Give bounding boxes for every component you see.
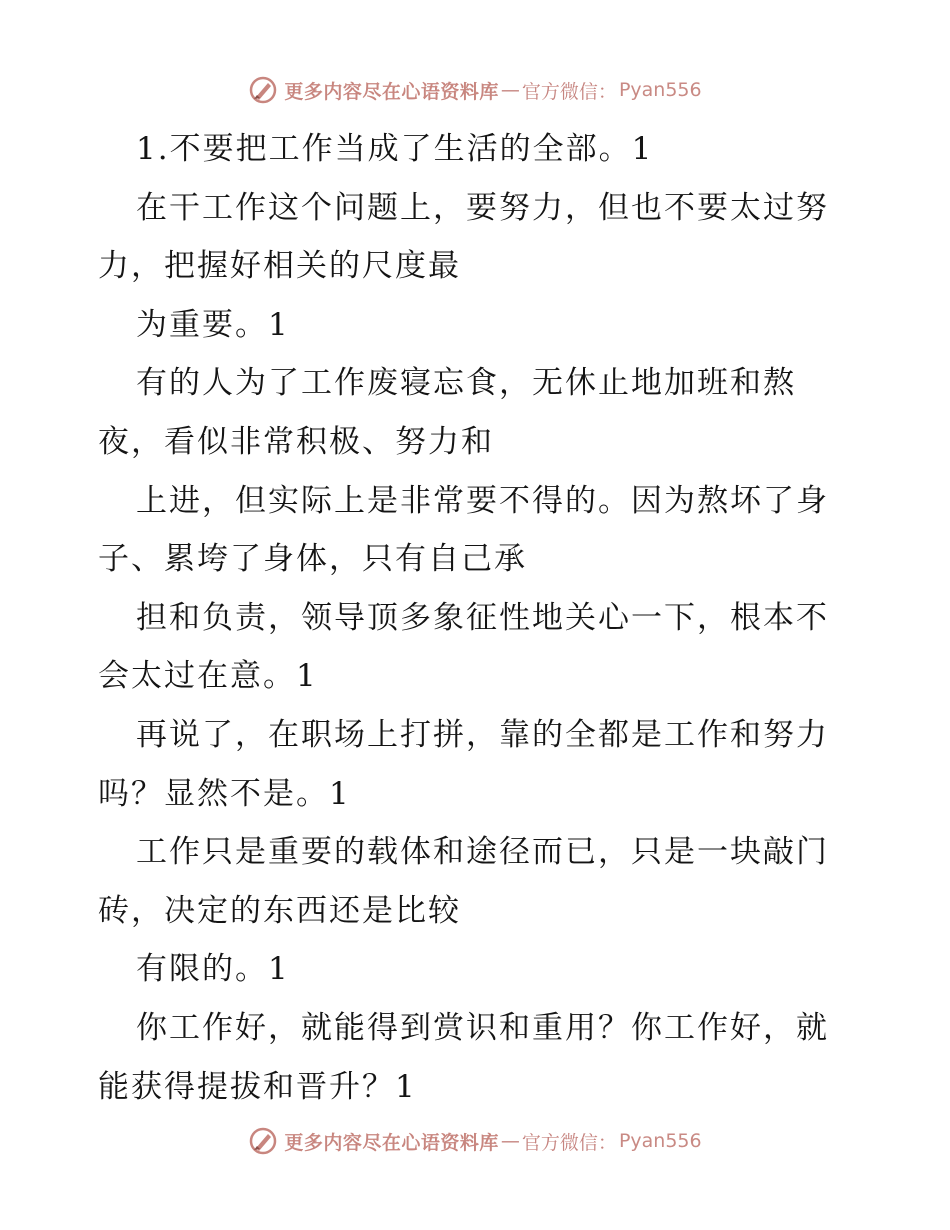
text-line: 有的人为了工作废寝忘食，无休止地加班和熬: [136, 365, 796, 402]
brand-logo-icon: [248, 75, 278, 105]
header-wechat-label: 官方微信：: [521, 80, 617, 103]
document-body: [98, 120, 858, 1116]
text-line: 在干工作这个问题上，要努力，但也不要太过努: [136, 189, 829, 226]
text-line: 上进，但实际上是非常要不得的。因为熬坏了身: [136, 482, 829, 519]
text-line: 夜，看似非常积极、努力和: [98, 423, 494, 460]
brand-logo-icon: [248, 1126, 278, 1156]
text-line: 再说了，在职场上打拼，靠的全都是工作和努力: [136, 716, 829, 753]
header-dash: —: [500, 79, 520, 101]
text-line: 砖，决定的东西还是比较: [98, 892, 461, 929]
text-line: 力，把握好相关的尺度最: [98, 248, 461, 285]
text-line: 吗？显然不是。1: [98, 775, 351, 812]
footer-wechat-label: 官方微信：: [521, 1131, 617, 1154]
text-line: 工作只是重要的载体和途径而已，只是一块敲门: [136, 834, 829, 871]
text-line: 能获得提拔和晋升？1: [98, 1068, 417, 1105]
header-brand-text: 更多内容尽在心语资料库: [284, 80, 499, 103]
header-watermark: [0, 70, 950, 110]
footer-watermark: [0, 1121, 950, 1161]
text-line: 为重要。1: [136, 306, 290, 343]
text-line: 1.不要把工作当成了生活的全部。1: [136, 131, 654, 167]
footer-brand-text: 更多内容尽在心语资料库: [284, 1131, 499, 1154]
footer-dash: —: [500, 1130, 520, 1152]
text-line: 你工作好，就能得到赏识和重用？你工作好，就: [136, 1009, 829, 1046]
header-wechat-handle: Pyan556: [618, 79, 702, 101]
text-line: 有限的。1: [136, 951, 290, 988]
text-line: 会太过在意。1: [98, 658, 318, 695]
text-line: 担和负责，领导顶多象征性地关心一下，根本不: [136, 599, 829, 636]
footer-wechat-handle: Pyan556: [618, 1130, 702, 1152]
text-line: 子、累垮了身体，只有自己承: [98, 541, 527, 578]
